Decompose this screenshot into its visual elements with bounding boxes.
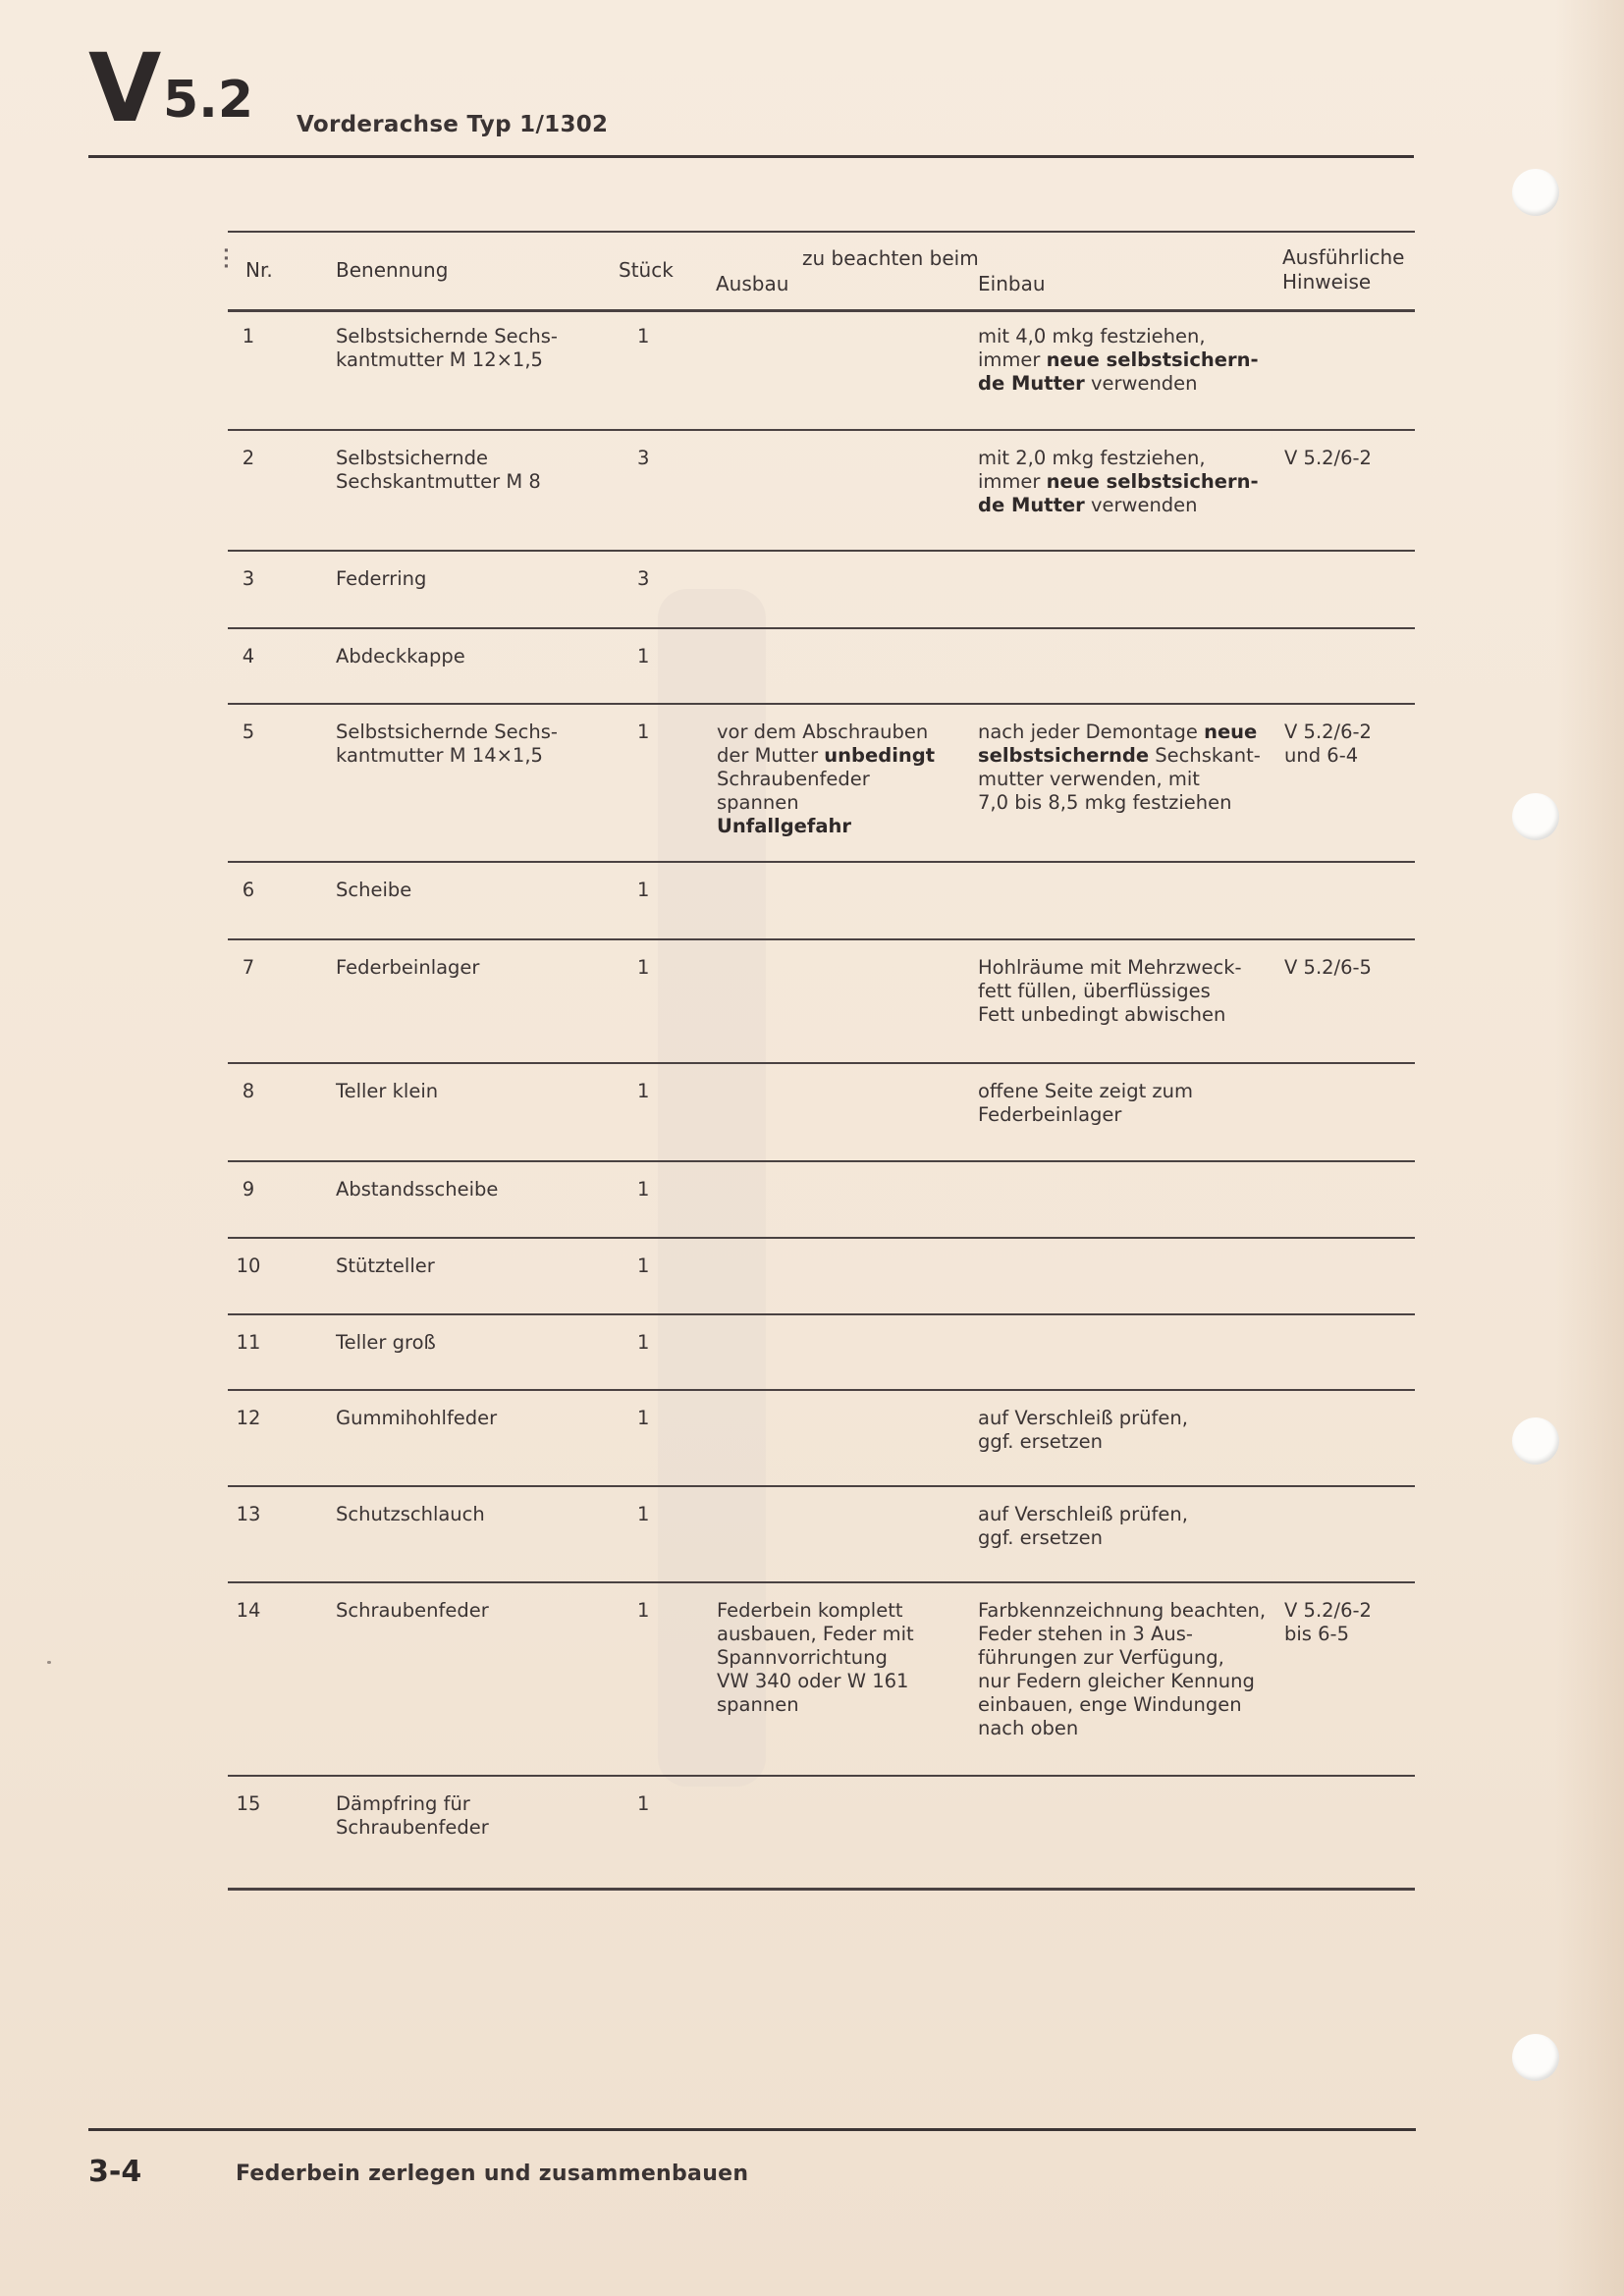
row-separator bbox=[228, 703, 1415, 705]
row-nr: 12 bbox=[236, 1407, 261, 1429]
row-stueck: 1 bbox=[637, 1255, 650, 1277]
row-benennung: Scheibe bbox=[336, 879, 412, 901]
row-stueck: 1 bbox=[637, 1599, 650, 1622]
row-stueck: 1 bbox=[637, 956, 650, 979]
row-stueck: 1 bbox=[637, 645, 650, 667]
row-nr: 3 bbox=[242, 567, 255, 590]
row-benennung: Abstandsscheibe bbox=[336, 1178, 499, 1201]
row-separator bbox=[228, 1062, 1415, 1064]
punch-hole bbox=[1512, 793, 1559, 840]
row-stueck: 1 bbox=[637, 1080, 650, 1102]
row-separator bbox=[228, 938, 1415, 940]
row-stueck: 1 bbox=[637, 325, 650, 347]
row-benennung: Dämpfring für Schraubenfeder bbox=[336, 1792, 489, 1839]
row-einbau: Farbkennzeichnung beachten, Feder stehen in 3 Aus- führungen zur Verfügung, nur Federn gleicher Kennung einbauen, enge Windungen nach oben bbox=[978, 1599, 1267, 1739]
column-header-nr: Nr. bbox=[245, 258, 273, 282]
row-benennung: Teller klein bbox=[336, 1080, 439, 1102]
row-hinweise: V 5.2/6-2 bbox=[1284, 447, 1372, 469]
row-einbau: offene Seite zeigt zum Federbeinlager bbox=[978, 1080, 1194, 1126]
row-benennung: Schraubenfeder bbox=[336, 1599, 489, 1622]
row-stueck: 3 bbox=[637, 447, 650, 469]
row-separator bbox=[228, 1160, 1415, 1162]
row-stueck: 1 bbox=[637, 1503, 650, 1525]
row-einbau: Hohlräume mit Mehrzweck- fett füllen, überflüssiges Fett unbedingt abwischen bbox=[978, 956, 1242, 1026]
row-separator bbox=[228, 1389, 1415, 1391]
row-nr: 15 bbox=[236, 1792, 261, 1815]
row-einbau: auf Verschleiß prüfen, ggf. ersetzen bbox=[978, 1503, 1188, 1549]
row-benennung: Stützteller bbox=[336, 1255, 435, 1277]
row-nr: 10 bbox=[236, 1255, 261, 1277]
row-separator bbox=[228, 1775, 1415, 1777]
row-nr: 2 bbox=[242, 447, 255, 469]
row-benennung: Federbeinlager bbox=[336, 956, 480, 979]
row-nr: 5 bbox=[242, 721, 255, 743]
row-separator bbox=[228, 1313, 1415, 1315]
table-header-rule bbox=[228, 309, 1415, 312]
row-separator bbox=[228, 1581, 1415, 1583]
column-header-stueck: Stück bbox=[619, 258, 674, 282]
row-separator bbox=[228, 550, 1415, 552]
page-number: 3-4 bbox=[88, 2155, 142, 2189]
column-header-ausbau: Ausbau bbox=[716, 272, 789, 295]
footer-rule bbox=[88, 2128, 1416, 2131]
punch-hole bbox=[1512, 1417, 1559, 1465]
page-footer bbox=[88, 2128, 1416, 2197]
scan-mark: ▪ ▪ ▪ bbox=[224, 245, 229, 270]
row-hinweise: V 5.2/6-2 und 6-4 bbox=[1284, 721, 1372, 767]
row-einbau: mit 2,0 mkg festziehen, immer neue selbstsichern- de Mutter verwenden bbox=[978, 447, 1259, 516]
row-benennung: Gummihohlfeder bbox=[336, 1407, 498, 1429]
row-nr: 11 bbox=[236, 1331, 261, 1354]
section-code-number: 5.2 bbox=[163, 71, 254, 130]
row-stueck: 1 bbox=[637, 1178, 650, 1201]
row-separator bbox=[228, 1485, 1415, 1487]
row-separator bbox=[228, 627, 1415, 629]
row-stueck: 1 bbox=[637, 1407, 650, 1429]
row-nr: 13 bbox=[236, 1503, 261, 1525]
row-hinweise: V 5.2/6-5 bbox=[1284, 956, 1372, 979]
row-nr: 6 bbox=[242, 879, 255, 901]
row-benennung: Selbstsichernde Sechs- kantmutter M 12×1,5 bbox=[336, 325, 558, 371]
row-benennung: Selbstsichernde Sechs- kantmutter M 14×1,5 bbox=[336, 721, 558, 767]
row-einbau: mit 4,0 mkg festziehen, immer neue selbstsichern- de Mutter verwenden bbox=[978, 325, 1259, 395]
column-header-hinweise: Ausführliche Hinweise bbox=[1282, 245, 1405, 294]
row-nr: 4 bbox=[242, 645, 255, 667]
row-nr: 8 bbox=[242, 1080, 255, 1102]
row-nr: 7 bbox=[242, 956, 255, 979]
column-header-zu-beachten: zu beachten beim bbox=[802, 246, 979, 270]
row-separator bbox=[228, 861, 1415, 863]
scan-speck bbox=[47, 1661, 51, 1664]
row-benennung: Selbstsichernde Sechskantmutter M 8 bbox=[336, 447, 541, 493]
punch-hole bbox=[1512, 2034, 1559, 2081]
page-edge-shadow bbox=[1555, 0, 1624, 2296]
row-separator bbox=[228, 1237, 1415, 1239]
row-stueck: 1 bbox=[637, 1331, 650, 1354]
row-einbau: nach jeder Demontage neue selbstsichernde Sechskant- mutter verwenden, mit 7,0 bis 8,5 mkg festziehen bbox=[978, 721, 1261, 814]
row-stueck: 3 bbox=[637, 567, 650, 590]
row-stueck: 1 bbox=[637, 879, 650, 901]
page-header bbox=[88, 33, 1414, 157]
row-ausbau: Federbein komplett ausbauen, Feder mit Spannvorrichtung VW 340 oder W 161 spannen bbox=[717, 1599, 914, 1716]
row-benennung: Federring bbox=[336, 567, 427, 590]
row-nr: 14 bbox=[236, 1599, 261, 1622]
footer-title: Federbein zerlegen und zusammenbauen bbox=[236, 2162, 749, 2186]
column-header-benennung: Benennung bbox=[336, 258, 449, 282]
section-code-letter: V bbox=[88, 33, 158, 143]
row-einbau: auf Verschleiß prüfen, ggf. ersetzen bbox=[978, 1407, 1188, 1453]
row-stueck: 1 bbox=[637, 1792, 650, 1815]
column-header-einbau: Einbau bbox=[978, 272, 1046, 295]
punch-hole bbox=[1512, 169, 1559, 216]
row-hinweise: V 5.2/6-2 bis 6-5 bbox=[1284, 1599, 1372, 1645]
row-ausbau: vor dem Abschrauben der Mutter unbedingt Schraubenfeder spannen Unfallgefahr bbox=[717, 721, 936, 837]
row-stueck: 1 bbox=[637, 721, 650, 743]
row-nr: 1 bbox=[242, 325, 255, 347]
row-benennung: Abdeckkappe bbox=[336, 645, 465, 667]
row-separator bbox=[228, 429, 1415, 431]
table-top-rule bbox=[228, 231, 1415, 233]
row-benennung: Schutzschlauch bbox=[336, 1503, 485, 1525]
table-bottom-rule bbox=[228, 1888, 1415, 1891]
row-nr: 9 bbox=[242, 1178, 255, 1201]
header-rule bbox=[88, 155, 1414, 158]
page-title: Vorderachse Typ 1/1302 bbox=[297, 112, 609, 137]
row-benennung: Teller groß bbox=[336, 1331, 436, 1354]
